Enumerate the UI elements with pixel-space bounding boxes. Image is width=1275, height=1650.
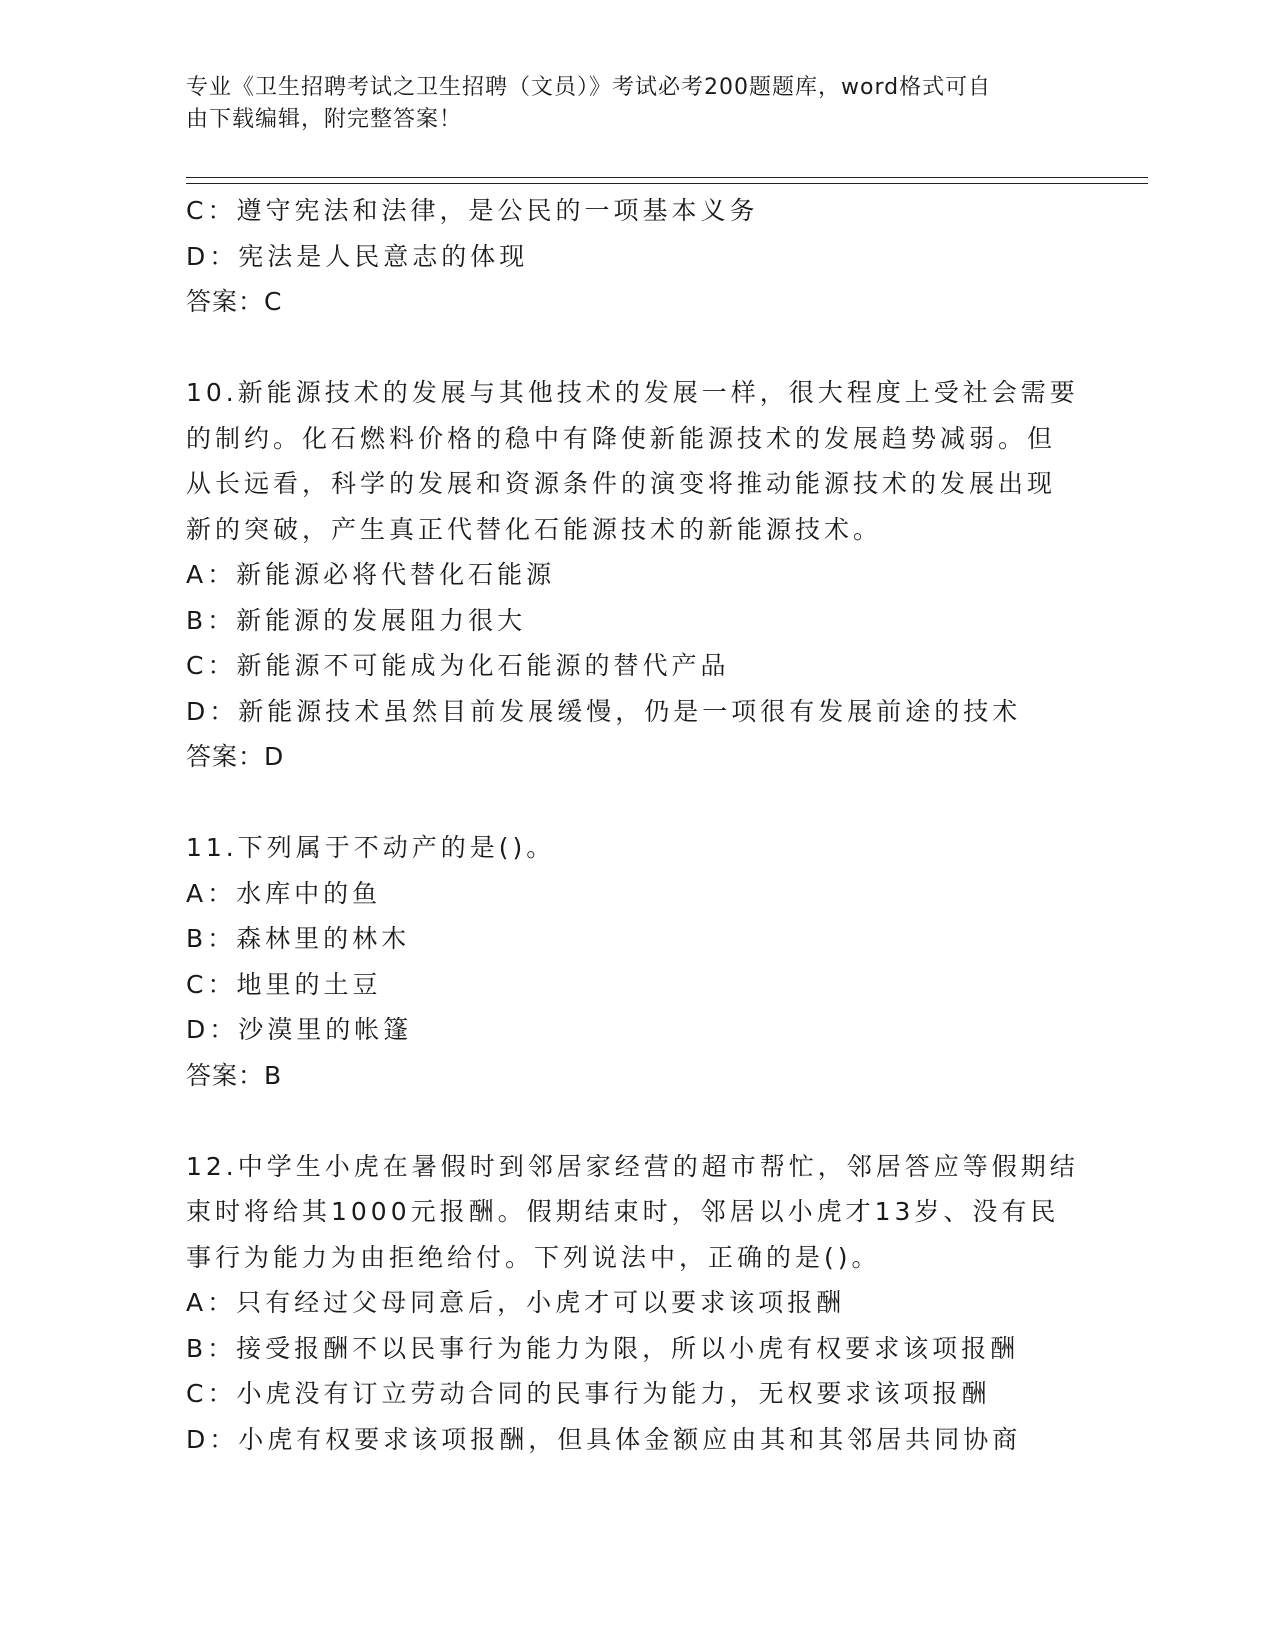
answer-line: 答案：C: [186, 287, 283, 316]
option-a: A：只有经过父母同意后，小虎才可以要求该项报酬: [186, 1288, 846, 1317]
option-b: B：新能源的发展阻力很大: [186, 605, 527, 635]
header-divider-top: [186, 177, 1148, 178]
question-text-line: 从长远看，科学的发展和资源条件的演变将推动能源技术的发展出现: [186, 469, 1057, 498]
option-c: C：小虎没有订立劳动合同的民事行为能力，无权要求该项报酬: [186, 1379, 991, 1408]
question-text-line: 束时将给其1000元报酬。假期结束时，邻居以小虎才13岁、没有民: [186, 1197, 1060, 1226]
answer-line: 答案：D: [186, 742, 285, 771]
question-text-line: 的制约。化石燃料价格的稳中有降使新能源技术的发展趋势减弱。但: [186, 423, 1057, 453]
block-spacer: [186, 780, 1086, 826]
question-text-line: 事行为能力为由拒绝给付。下列说法中，正确的是()。: [186, 1242, 881, 1272]
question-text-line: 10.新能源技术的发展与其他技术的发展一样，很大程度上受社会需要: [186, 378, 1079, 407]
question-text-line: 11.下列属于不动产的是()。: [186, 833, 556, 862]
header-line-1: 专业《卫生招聘考试之卫生招聘（文员）》考试必考200题题库，word格式可自: [186, 75, 992, 100]
header-divider-bottom: [186, 183, 1148, 184]
question-block-9: [186, 188, 1086, 325]
option-d: D：宪法是人民意志的体现: [186, 241, 529, 271]
option-a: A：新能源必将代替化石能源: [186, 560, 556, 589]
answer-line: 答案：B: [186, 1060, 283, 1090]
block-spacer: [186, 1098, 1086, 1144]
option-d: D：沙漠里的帐篷: [186, 1015, 413, 1044]
option-d: D：小虎有权要求该项报酬，但具体金额应由其和其邻居共同协商: [186, 1424, 1022, 1454]
question-block-11: [186, 825, 1086, 1098]
question-block-12: [186, 1144, 1086, 1463]
option-a: A：水库中的鱼: [186, 878, 382, 908]
document-body: [186, 188, 1086, 1462]
option-c: C：遵守宪法和法律，是公民的一项基本义务: [186, 196, 759, 225]
option-b: B：森林里的林木: [186, 924, 411, 953]
header-line-2: 由下载编辑，附完整答案！: [186, 107, 463, 132]
block-spacer: [186, 325, 1086, 371]
question-text-line: 12.中学生小虎在暑假时到邻居家经营的超市帮忙，邻居答应等假期结: [186, 1151, 1079, 1181]
option-c: C：新能源不可能成为化石能源的替代产品: [186, 651, 730, 680]
option-c: C：地里的土豆: [186, 969, 382, 999]
question-text-line: 新的突破，产生真正代替化石能源技术的新能源技术。: [186, 514, 883, 544]
question-block-10: [186, 370, 1086, 780]
document-header: [186, 72, 1066, 136]
option-b: B：接受报酬不以民事行为能力为限，所以小虎有权要求该项报酬: [186, 1333, 1020, 1363]
option-d: D：新能源技术虽然目前发展缓慢，仍是一项很有发展前途的技术: [186, 696, 1022, 726]
